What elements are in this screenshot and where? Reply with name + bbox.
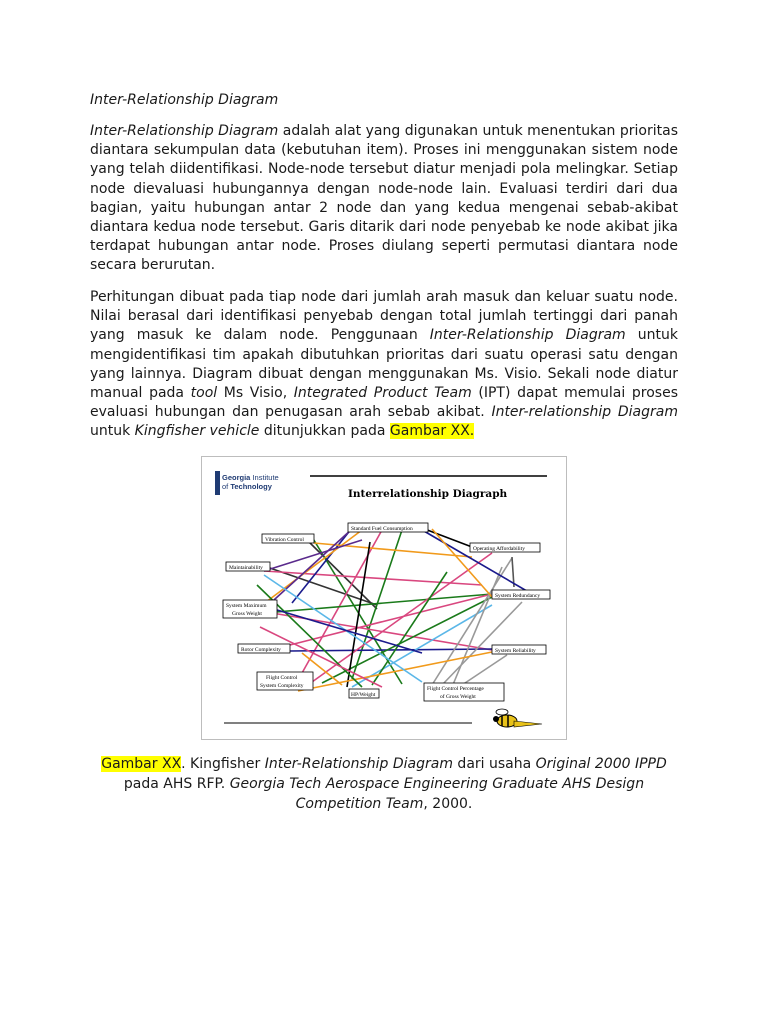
- p2-italic-f: Integrated Product Team: [293, 385, 472, 402]
- bee-mascot-icon: [493, 709, 542, 727]
- p2-text-e: Ms Visio,: [217, 385, 294, 402]
- paragraph-1: [90, 122, 678, 276]
- svg-text:Georgia Institute: [222, 473, 279, 482]
- node-fuel-consumption: Standard Fuel Consumption: [351, 526, 413, 532]
- p2-italic-j: Kingfisher vehicle: [134, 423, 260, 440]
- diagram-title: Interrelationship Diagraph: [348, 488, 508, 500]
- node-rotor-complexity: Rotor Complexity: [241, 647, 281, 653]
- p2-italic-b: Inter-Relationship Diagram: [429, 327, 626, 344]
- node-flight-control-2: System Complexity: [260, 683, 304, 689]
- caption-figure-label: Gambar XX: [101, 756, 182, 772]
- caption-italic-c: Inter-Relationship Diagram: [264, 756, 453, 772]
- p2-italic-d: tool: [190, 385, 218, 402]
- node-flight-pct-1: Flight Control Percentage: [427, 686, 484, 692]
- logo-text-1: Georgia: [222, 473, 251, 482]
- node-hp-weight: HP/Weight: [351, 692, 376, 698]
- caption-text-d: dari usaha: [452, 756, 536, 772]
- node-max-gross-weight-1: System Maximum: [226, 603, 267, 609]
- caption-italic-e: Original 2000 IPPD: [535, 756, 667, 772]
- georgia-tech-logo: [215, 471, 279, 495]
- node-vibration-control: Vibration Control: [265, 537, 304, 543]
- node-system-redundancy: System Redundancy: [495, 593, 541, 599]
- p2-text-c: untuk mengidentifikasi tim apakah dibutuhkan prioritas dari suatu operasi satu dengan yang lainnya. Diagram dibuat dengan menggunakan Ms. Visio. Sekali node diatur manual pada: [90, 327, 679, 402]
- caption-text-h: , 2000.: [423, 796, 473, 812]
- logo-bar-icon: [215, 471, 220, 495]
- p2-text-k: ditunjukkan pada: [259, 423, 390, 440]
- paragraph-2: [90, 288, 678, 442]
- node-maintainability: Maintainability: [229, 565, 263, 571]
- node-flight-pct-2: of Gross Weight: [440, 694, 476, 700]
- node-operating-affordability: Operating Affordability: [473, 546, 525, 552]
- p2-text-a: Perhitungan dibuat pada tiap node dari jumlah arah masuk dan keluar suatu node. Nilai berasal dari identifikasi penyebab dengan total jumlah tertinggi dari panah yang masuk ke dalam node. Penggunaan: [90, 289, 678, 344]
- logo-text-1b: Institute: [252, 473, 279, 482]
- figure-caption: [90, 754, 678, 814]
- p2-text-i: untuk: [90, 423, 135, 440]
- p2-italic-h: Inter-relationship Diagram: [491, 404, 678, 421]
- node-system-reliability: System Reliability: [495, 648, 536, 654]
- interrelationship-figure: [201, 456, 567, 740]
- paragraph-1-text: adalah alat yang digunakan untuk menentukan prioritas diantara sekumpulan data (kebutuhan item). Proses ini menggunakan sistem node yang telah diidentifikasi. Node-node tersebut diatur menjadi pola melingkar. Setiap node dievaluasi hubungannya dengan node-node lain. Evaluasi terdiri dari dua bagian, yaitu hubungan antar 2 node dan yang kedua mengenai sebab-akibat diantara kedua node tersebut. Garis ditarik dari node penyebab ke node akibat jika terdapat hubungan antar node. Proses diulang seperti permutasi diantara node secara berurutan.: [90, 123, 679, 274]
- term-italic: Inter-Relationship Diagram: [90, 123, 279, 139]
- logo-text-2b: Technology: [230, 482, 272, 491]
- diagram-svg: [202, 457, 566, 739]
- logo-text-2: of: [222, 482, 229, 491]
- svg-text:of Technology: [222, 482, 273, 491]
- p2-text-g: (IPT) dapat memulai proses evaluasi hubungan dan penugasan arah sebab akibat.: [90, 385, 678, 421]
- node-flight-control-1: Flight Control: [266, 675, 298, 681]
- section-heading: Inter-Relationship Diagram: [90, 92, 279, 108]
- caption-text-b: . Kingfisher: [181, 756, 265, 772]
- node-max-gross-weight-2: Gross Weight: [232, 611, 262, 617]
- figure-reference-highlight: Gambar XX.: [389, 423, 475, 440]
- caption-text-f: pada AHS RFP.: [123, 776, 230, 792]
- caption-italic-g: Georgia Tech Aerospace Engineering Graduate AHS Design Competition Team: [229, 776, 645, 812]
